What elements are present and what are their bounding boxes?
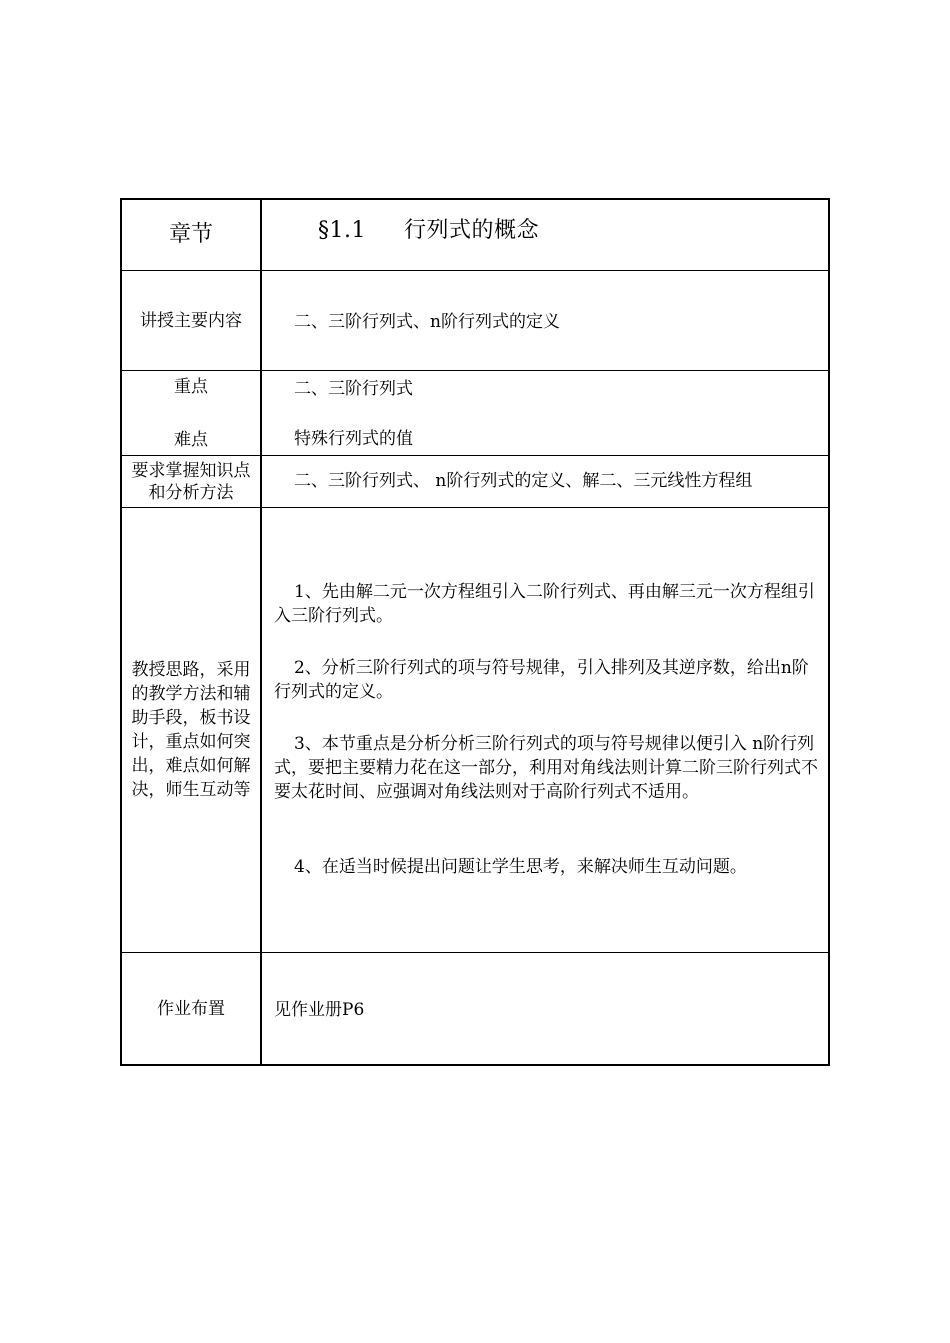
main-content-row [122,270,828,370]
requirements-row [122,455,828,507]
homework-value: 见作业册P6 [274,1000,365,1020]
chapter-label: 章节 [122,200,262,270]
key-difficult-label-cell [122,371,262,455]
main-content-label: 讲授主要内容 [122,271,262,370]
method-paragraph-2: 2、分析三阶行列式的项与符号规律，引入排列及其逆序数，给出n阶行列式的定义。 [274,658,809,702]
difficult-point-label: 难点 [174,430,208,450]
requirements-label: 要求掌握知识点和分析方法 [122,456,262,507]
homework-cell [264,953,828,1064]
difficult-point-value: 特殊行列式的值 [294,429,413,449]
section-title: 行列式的概念 [404,218,540,243]
main-content-cell [264,271,828,370]
main-content-value: 二、三阶行列式、n阶行列式的定义 [294,312,560,332]
lesson-plan-table [120,198,830,1066]
section-number: §1.1 [318,218,366,243]
key-point-value: 二、三阶行列式 [294,379,413,399]
key-point-label: 重点 [174,377,208,397]
requirements-value: 二、三阶行列式、 n阶行列式的定义、解二、三元线性方程组 [294,471,753,491]
homework-label: 作业布置 [122,953,262,1064]
method-paragraph-4: 4、在适当时候提出问题让学生思考，来解决师生互动问题。 [294,857,747,877]
homework-row [122,952,828,1064]
key-difficult-row [122,370,828,455]
teaching-method-cell [264,508,828,952]
key-difficult-value-cell [264,371,828,455]
requirements-cell [264,456,828,507]
method-paragraph-3: 3、本节重点是分析分析三阶行列式的项与符号规律以便引入 n阶行列式，要把主要精力花在这一部分，利用对角线法则计算二阶三阶行列式不要太花时间、应强调对角线法则对于高阶行列式不适用。 [274,734,818,802]
chapter-row [122,200,828,270]
chapter-title [318,219,539,243]
method-paragraph-1: 1、先由解二元一次方程组引入二阶行列式、再由解三元一次方程组引入三阶行列式。 [274,582,815,626]
teaching-method-row [122,507,828,952]
chapter-cell [264,200,828,270]
teaching-method-label: 教授思路，采用的教学方法和辅助手段，板书设计，重点如何突出，难点如何解决，师生互动等 [122,508,262,952]
